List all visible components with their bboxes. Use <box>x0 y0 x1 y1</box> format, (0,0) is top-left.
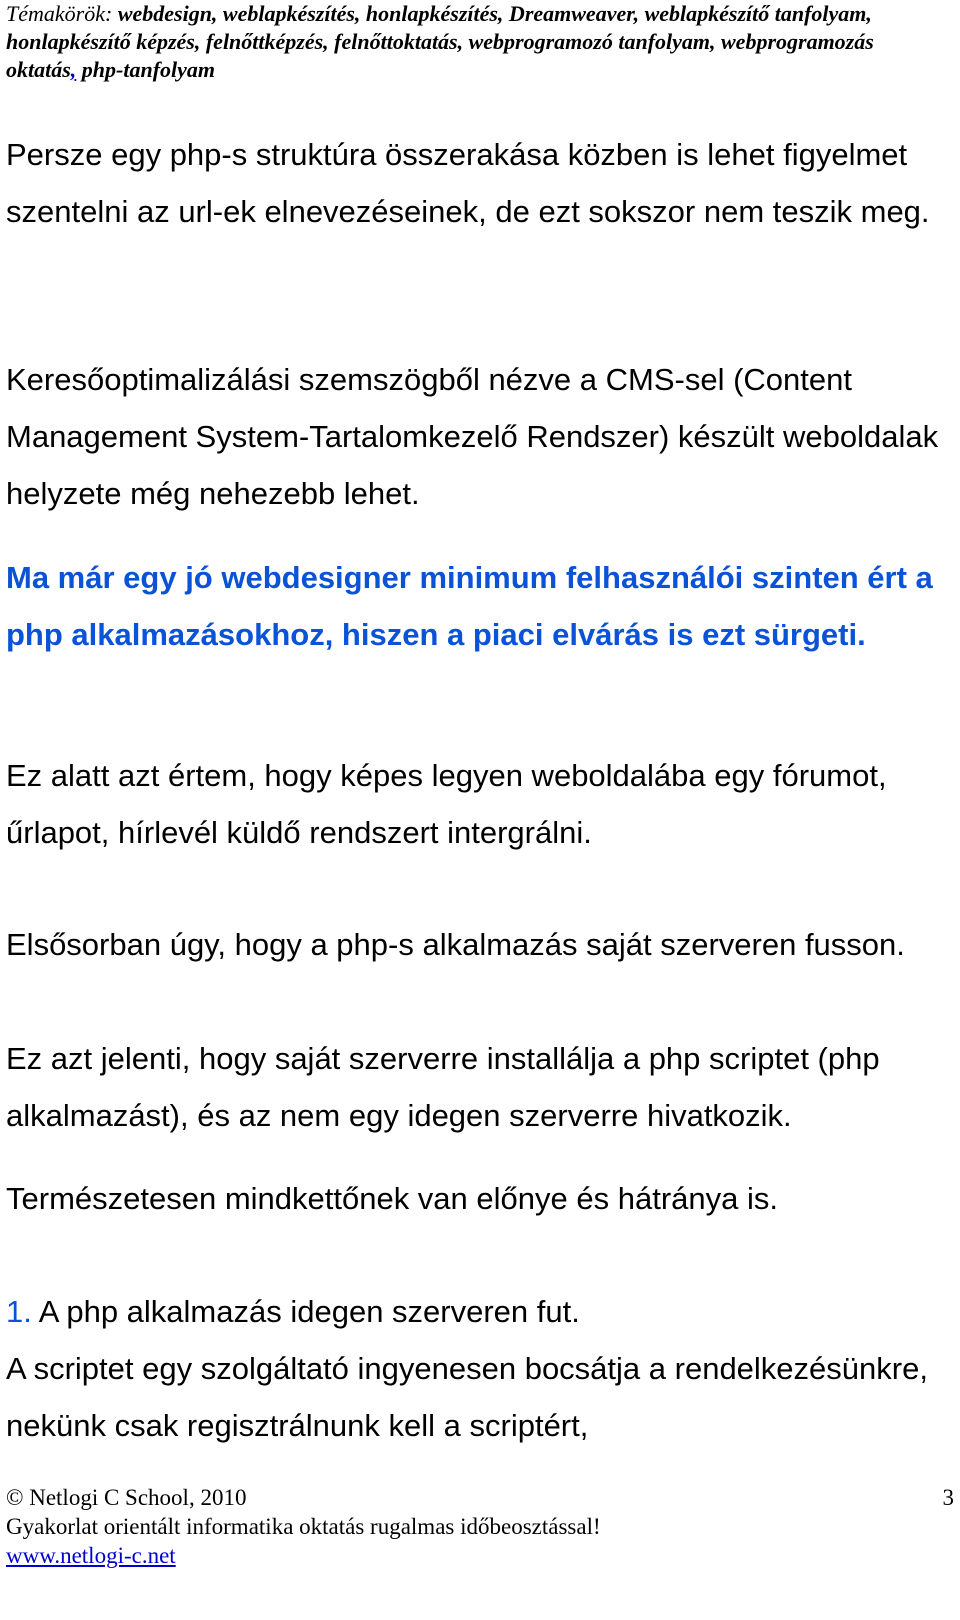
paragraph-6: Ez azt jelenti, hogy saját szerverre installálja a php scriptet (php alkalmazást), és az nem egy idegen szerverre hivatkozik. <box>6 1041 880 1133</box>
paragraph-4: Ez alatt azt értem, hogy képes legyen weboldalába egy fórumot, űrlapot, hírlevél küldő rendszert intergrálni. <box>6 758 887 850</box>
item-text: A php alkalmazás idegen szerveren fut. <box>31 1294 580 1329</box>
paragraph-1: Persze egy php-s struktúra összerakása közben is lehet figyelmet szentelni az url-ek elnevezéseinek, de ezt sokszor nem teszik meg. <box>6 137 930 229</box>
item-number: 1. <box>6 1294 32 1329</box>
header-tail: php-tanfolyam <box>76 57 216 82</box>
numbered-item-1 <box>6 1283 951 1340</box>
page-number: 3 <box>942 1485 954 1510</box>
header-topics: webdesign, weblapkészítés, honlapkészítés, Dreamweaver, weblapkészítő tanfolyam, honlapkészítő képzés, felnőttképzés, felnőttoktatás, webprogramozó tanfolyam, webprogramozás oktatás <box>6 1 874 82</box>
paragraph-5: Elsősorban úgy, hogy a php-s alkalmazás saját szerveren fusson. <box>6 927 905 962</box>
footer-url-link[interactable]: www.netlogi-c.net <box>6 1543 176 1568</box>
paragraph-2: Keresőoptimalizálási szemszögből nézve a CMS-sel (Content Management System-Tartalomkezelő Rendszer) készült weboldalak helyzete még nehezebb lehet. <box>6 362 939 511</box>
page-header <box>6 0 946 84</box>
footer-top-line <box>6 1483 954 1512</box>
paragraph-3-highlight: Ma már egy jó webdesigner minimum felhasználói szinten ért a php alkalmazásokhoz, hiszen a piaci elvárás is ezt sürgeti. <box>6 560 933 652</box>
paragraph-9: A scriptet egy szolgáltató ingyenesen bocsátja a rendelkezésünkre, nekünk csak regisztrálnunk kell a scriptért, <box>6 1351 928 1443</box>
footer-copyright: © Netlogi C School, 2010 <box>6 1485 247 1510</box>
header-link-comma[interactable]: , <box>70 57 77 82</box>
footer-tagline: Gyakorlat orientált informatika oktatás rugalmas időbeosztással! <box>6 1514 601 1539</box>
paragraph-7: Természetesen mindkettőnek van előnye és hátránya is. <box>6 1181 778 1216</box>
header-lead: Témakörök: <box>6 1 118 26</box>
page-footer <box>6 1483 954 1570</box>
